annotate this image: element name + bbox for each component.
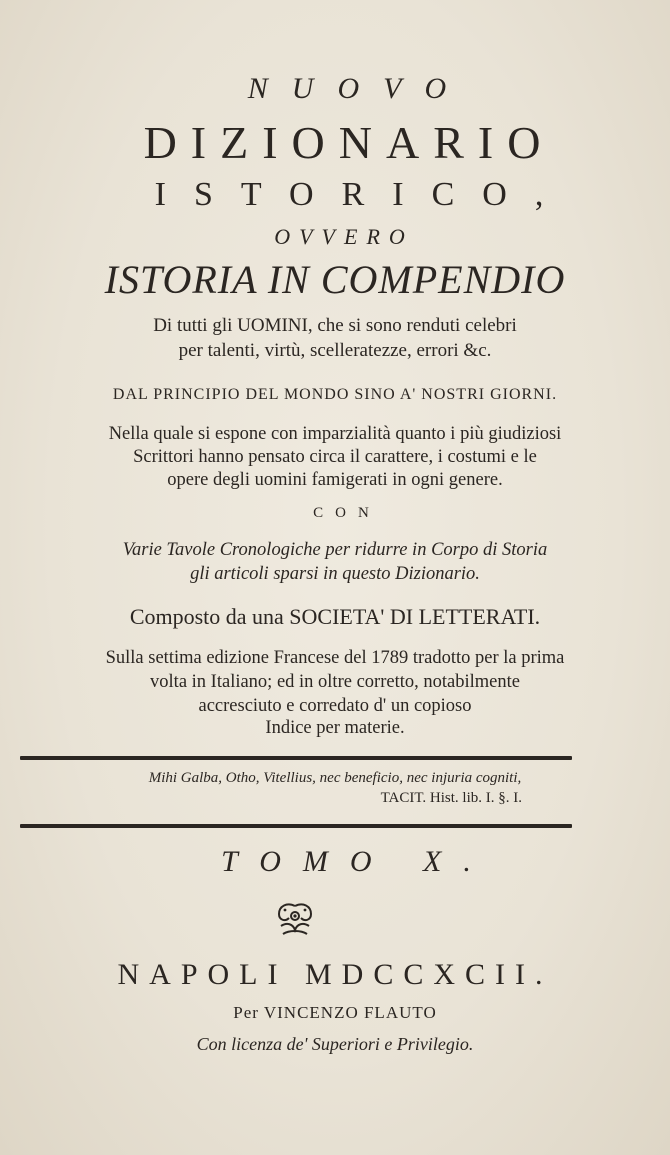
imprint-printer: Per VINCENZO FLAUTO: [233, 1003, 437, 1022]
tavole-line-2: gli articoli sparsi in questo Dizionario.: [190, 564, 480, 584]
composto-line: Composto da una SOCIETA' DI LETTERATI.: [129, 604, 541, 629]
edition-line-4: Indice per materie.: [265, 718, 405, 738]
volume-number: TOMO X.: [221, 845, 493, 878]
edition-line-1: Sulla settima edizione Francese del 1789 tradotto per la prima: [105, 648, 565, 668]
subtitle-line-2: per talenti, virtù, scelleratezze, errori &c.: [178, 340, 492, 361]
bottom-rule: [20, 824, 572, 828]
imprint-licence: Con licenza de' Superiori e Privilegio.: [196, 1034, 474, 1054]
heading-istorico: ISTORICO,: [154, 176, 572, 213]
description-line-2: Scrittori hanno pensato circa il carattere, i costumi e le: [133, 447, 537, 467]
epigraph-quote: Mihi Galba, Otho, Vitellius, nec beneficio, nec injuria cogniti,: [148, 770, 522, 786]
heading-dizionario: DIZIONARIO: [143, 117, 555, 168]
floral-ornament-icon: [273, 898, 317, 942]
con-line: CON: [313, 505, 381, 521]
description-line-3: opere degli uomini famigerati in ogni genere.: [167, 470, 503, 490]
edition-line-3: accresciuto e corredato d' un copioso: [198, 696, 472, 716]
dal-principio-line: DAL PRINCIPIO DEL MONDO SINO A' NOSTRI GIORNI.: [112, 386, 558, 403]
tavole-line-1: Varie Tavole Cronologiche per ridurre in Corpo di Storia: [122, 540, 548, 560]
edition-line-2: volta in Italiano; ed in oltre corretto, notabilmente: [150, 672, 520, 692]
description-line-1: Nella quale si espone con imparzialità quanto i più giudiziosi: [108, 424, 562, 444]
heading-ovvero: OVVERO: [274, 224, 414, 249]
epigraph-source-row: [0, 790, 670, 807]
epigraph-source: TACIT. Hist. lib. I. §. I.: [380, 790, 522, 806]
subtitle-line-1: Di tutti gli UOMINI, che si sono renduti celebri: [153, 315, 517, 336]
heading-nuovo: NUOVO: [247, 72, 471, 105]
top-rule: [20, 756, 572, 760]
imprint-place-date: NAPOLI MDCCXCII.: [117, 958, 553, 991]
heading-istoria-compendio: ISTORIA IN COMPENDIO: [104, 257, 566, 302]
